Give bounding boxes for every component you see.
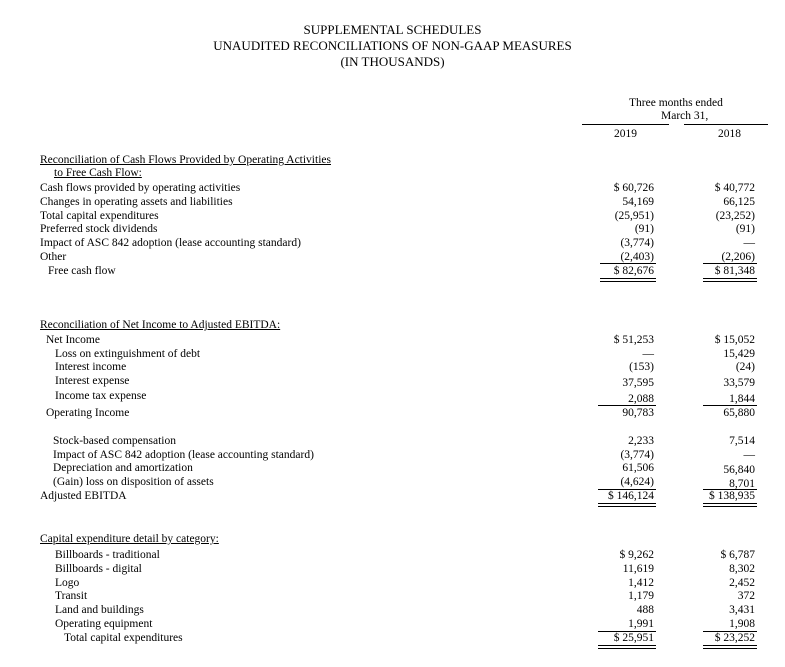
row-label: Total capital expenditures bbox=[64, 632, 183, 644]
subtotal-rule-2018 bbox=[703, 263, 757, 264]
header-rule-2019 bbox=[582, 124, 669, 125]
total-double-rule-2019 bbox=[598, 503, 656, 507]
value-2019: (3,774) bbox=[620, 237, 654, 249]
value-2019: — bbox=[642, 348, 654, 360]
total-double-rule-2018 bbox=[703, 503, 757, 507]
value-2019: 11,619 bbox=[622, 563, 654, 575]
row-label: Income tax expense bbox=[55, 390, 147, 402]
value-2018: 65,880 bbox=[723, 407, 755, 419]
subtotal-rule-2018 bbox=[703, 405, 757, 406]
section-title-adjusted-ebitda: Reconciliation of Net Income to Adjusted EBITDA: bbox=[40, 319, 281, 331]
value-2019: 2,233 bbox=[628, 435, 654, 447]
value-2018: 7,514 bbox=[729, 435, 755, 447]
row-label: Cash flows provided by operating activities bbox=[40, 182, 241, 194]
value-2019: 37,595 bbox=[622, 377, 654, 389]
value-2018: — bbox=[743, 449, 755, 461]
row-label: Free cash flow bbox=[48, 265, 116, 277]
value-2019: 1,412 bbox=[628, 577, 654, 589]
row-label: Operating Income bbox=[46, 407, 130, 419]
row-label: Other bbox=[40, 251, 67, 263]
row-label: Interest income bbox=[55, 361, 127, 373]
total-double-rule-2019 bbox=[598, 645, 656, 649]
row-label: Land and buildings bbox=[55, 604, 144, 616]
value-2018: $ 40,772 bbox=[714, 182, 755, 194]
value-2019: 1,991 bbox=[628, 618, 654, 630]
value-2018: $ 15,052 bbox=[714, 334, 755, 346]
value-2019: (91) bbox=[634, 223, 654, 235]
value-2019: (25,951) bbox=[614, 210, 654, 222]
value-2018: 8,302 bbox=[729, 563, 755, 575]
value-2018: 3,431 bbox=[729, 604, 755, 616]
value-2019: $ 146,124 bbox=[608, 490, 654, 502]
total-double-rule-2018 bbox=[703, 645, 757, 649]
value-2019: $ 9,262 bbox=[619, 549, 654, 561]
value-2019: 61,506 bbox=[622, 462, 654, 474]
row-label: Billboards - traditional bbox=[55, 549, 160, 561]
row-label: Loss on extinguishment of debt bbox=[55, 348, 201, 360]
value-2018: 1,844 bbox=[729, 393, 755, 405]
row-label: Transit bbox=[55, 590, 88, 602]
value-2018: 8,701 bbox=[729, 478, 755, 490]
row-label: (Gain) loss on disposition of assets bbox=[53, 476, 214, 488]
row-label: Depreciation and amortization bbox=[53, 462, 193, 474]
value-2018: $ 23,252 bbox=[714, 632, 755, 644]
value-2018: $ 81,348 bbox=[714, 265, 755, 277]
period-header: Three months ended bbox=[629, 97, 723, 109]
value-2018: (23,252) bbox=[715, 210, 755, 222]
value-2018: 372 bbox=[737, 590, 755, 602]
value-2019: (3,774) bbox=[620, 449, 654, 461]
report-title: SUPPLEMENTAL SCHEDULES bbox=[303, 22, 482, 37]
value-2019: 1,179 bbox=[628, 590, 654, 602]
header-rule-2018 bbox=[684, 124, 768, 125]
row-label: Impact of ASC 842 adoption (lease accounting standard) bbox=[53, 449, 314, 461]
value-2018: (91) bbox=[735, 223, 755, 235]
value-2018: $ 138,935 bbox=[709, 490, 755, 502]
value-2019: 90,783 bbox=[622, 407, 654, 419]
value-2018: 1,908 bbox=[729, 618, 755, 630]
total-double-rule-2019 bbox=[600, 278, 656, 282]
row-label: Billboards - digital bbox=[55, 563, 142, 575]
section-title-free-cash-flow-cont: to Free Cash Flow: bbox=[54, 167, 142, 179]
value-2019: 488 bbox=[636, 604, 654, 616]
value-2019: $ 82,676 bbox=[613, 265, 654, 277]
section-title-capex-detail: Capital expenditure detail by category: bbox=[40, 533, 219, 545]
row-label: Total capital expenditures bbox=[40, 210, 159, 222]
value-2019: 54,169 bbox=[622, 196, 654, 208]
value-2018: $ 6,787 bbox=[720, 549, 755, 561]
value-2018: 15,429 bbox=[723, 348, 755, 360]
value-2019: $ 25,951 bbox=[613, 632, 654, 644]
row-label: Logo bbox=[55, 577, 80, 589]
value-2019: $ 51,253 bbox=[613, 334, 654, 346]
report-subtitle: UNAUDITED RECONCILIATIONS OF NON-GAAP MEASURES bbox=[213, 38, 572, 53]
value-2019: $ 60,726 bbox=[613, 182, 654, 194]
year-2018-header: 2018 bbox=[718, 128, 741, 140]
report-units: (IN THOUSANDS) bbox=[340, 54, 445, 69]
value-2018: 66,125 bbox=[723, 196, 755, 208]
value-2018: — bbox=[743, 237, 755, 249]
total-double-rule-2018 bbox=[703, 278, 757, 282]
value-2018: (24) bbox=[735, 361, 755, 373]
value-2018: 33,579 bbox=[723, 377, 755, 389]
period-date: March 31, bbox=[661, 110, 709, 122]
row-label: Impact of ASC 842 adoption (lease accounting standard) bbox=[40, 237, 301, 249]
row-label: Stock-based compensation bbox=[53, 435, 176, 447]
row-label: Net Income bbox=[46, 334, 100, 346]
value-2018: 56,840 bbox=[723, 464, 755, 476]
value-2019: (153) bbox=[629, 361, 654, 373]
row-label: Preferred stock dividends bbox=[40, 223, 158, 235]
value-2019: 2,088 bbox=[628, 393, 654, 405]
subtotal-rule-2019 bbox=[600, 263, 656, 264]
value-2019: (4,624) bbox=[620, 476, 654, 488]
row-label: Interest expense bbox=[55, 375, 130, 387]
row-label: Operating equipment bbox=[55, 618, 153, 630]
row-label: Changes in operating assets and liabilities bbox=[40, 196, 233, 208]
value-2019: (2,403) bbox=[620, 251, 654, 263]
section-title-free-cash-flow: Reconciliation of Cash Flows Provided by Operating Activities bbox=[40, 154, 331, 166]
subtotal-rule-2019 bbox=[598, 405, 656, 406]
row-label: Adjusted EBITDA bbox=[40, 490, 127, 502]
value-2018: (2,206) bbox=[721, 251, 755, 263]
year-2019-header: 2019 bbox=[614, 128, 637, 140]
value-2018: 2,452 bbox=[729, 577, 755, 589]
